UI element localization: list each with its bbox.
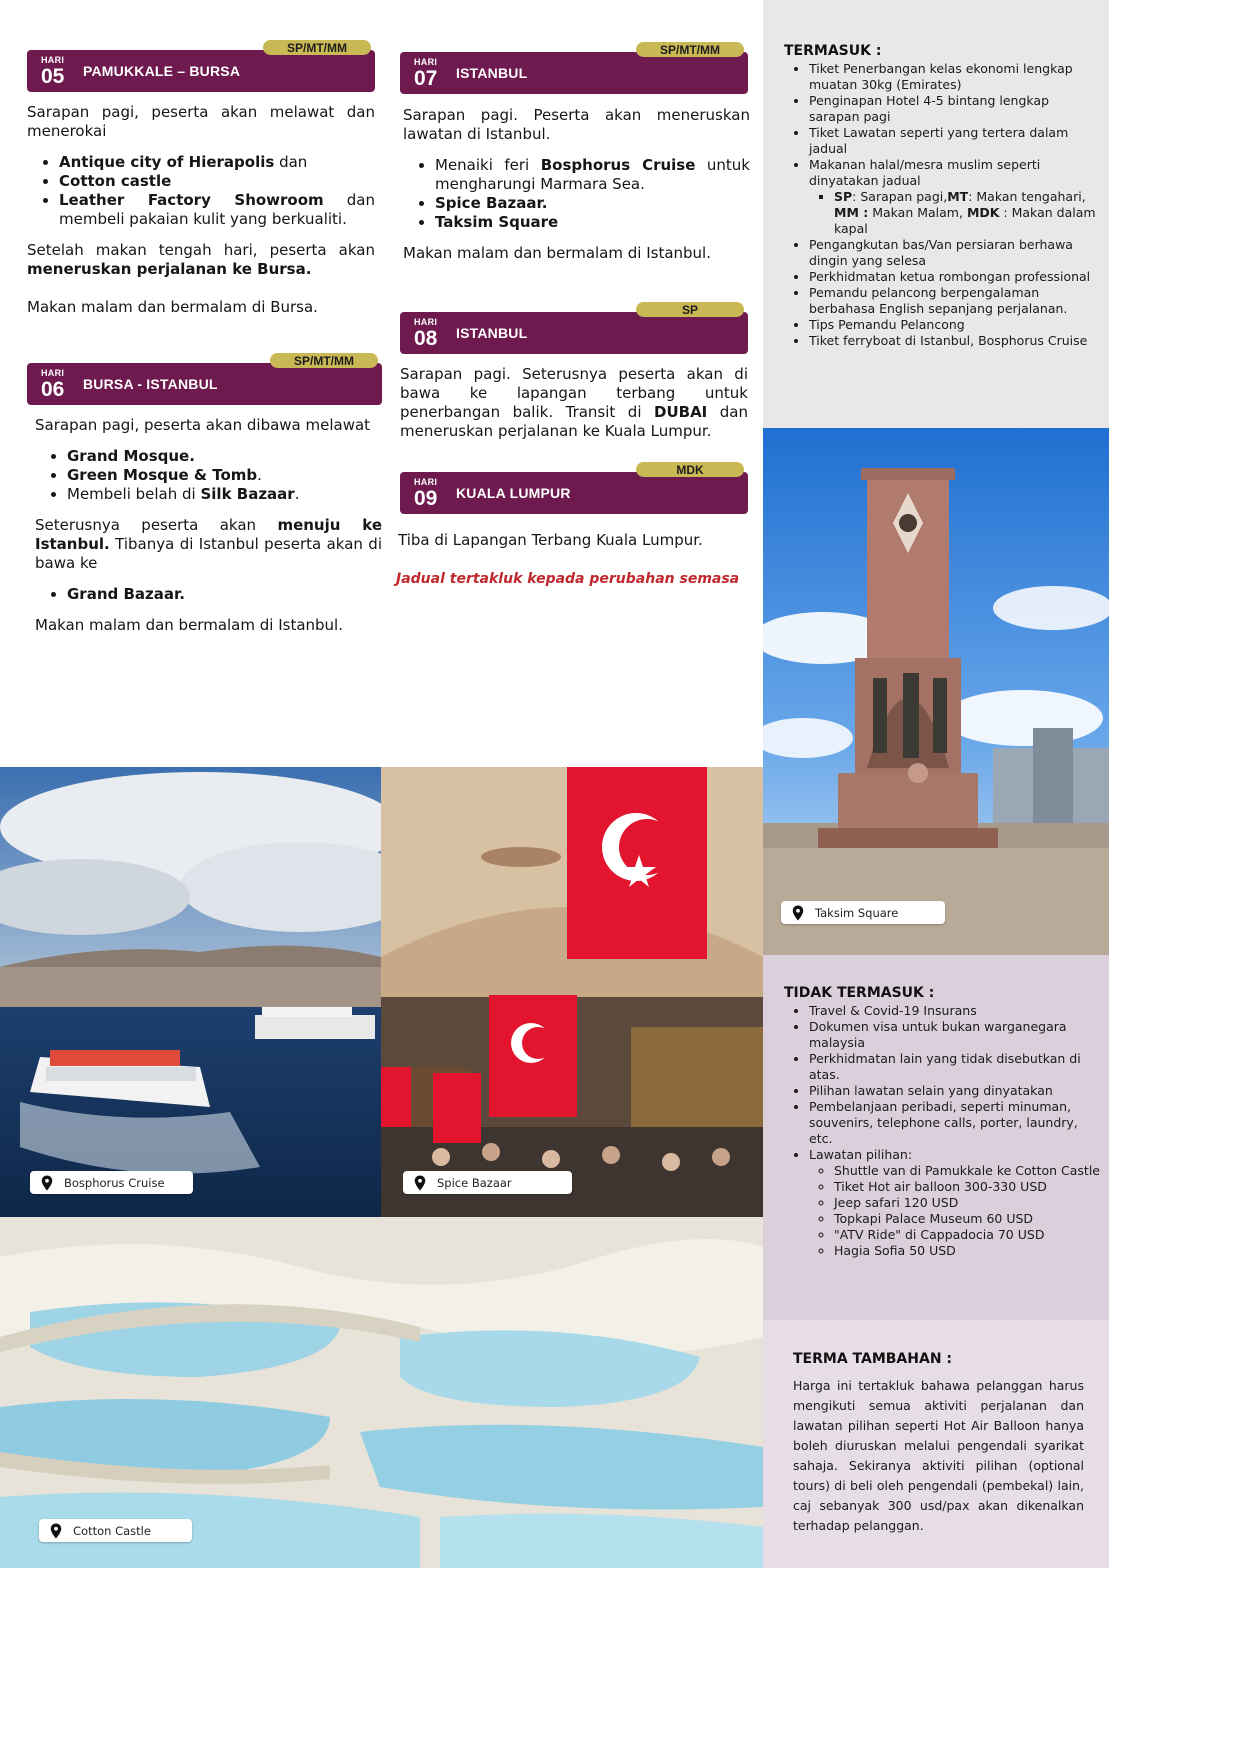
day-07-para-2: Makan malam dan bermalam di Istanbul. [403, 244, 711, 262]
location-pin-icon [47, 1522, 65, 1540]
day-05-header [27, 40, 375, 92]
meal-tag: MDK [636, 462, 744, 477]
bosphorus-cruise-photo [0, 767, 381, 1217]
location-pin-icon [38, 1174, 56, 1192]
spice-bazaar-photo [381, 767, 763, 1217]
day-05-body [27, 103, 375, 317]
list-item: • Perkhidmatan ketua rombongan professional [809, 269, 1102, 285]
list-item: • Lawatan pilihan: ◦ Shuttle van di Pamukkale ke Cotton Castle ◦ Tiket Hot air balloon 300-330 USD ◦ Jeep safari 120 USD ◦ Topkapi Palace Museum 60 USD ◦ "ATV Ride" di Cappadocia 70 USD ◦ Hagia Sofia 50 USD [809, 1147, 1102, 1259]
day-label: HARI [414, 316, 438, 327]
day-06-para-3: Makan malam dan bermalam di Istanbul. [35, 616, 343, 634]
list-item: • Grand Bazaar. [67, 585, 382, 604]
termasuk-list [784, 61, 1102, 349]
day-05-para-3: Makan malam dan bermalam di Bursa. [27, 298, 318, 316]
day-title: BURSA - ISTANBUL [83, 376, 218, 392]
location-label: Bosphorus Cruise [30, 1171, 193, 1194]
list-item: • Cotton castle [59, 172, 375, 191]
list-item: • Taksim Square [435, 213, 750, 232]
list-item: • Makanan halal/mesra muslim seperti dinyatakan jadual ▪ SP: Sarapan pagi,MT: Makan tengahari, MM : Makan Malam, MDK : Makan dalam kapal [809, 157, 1102, 237]
meal-legend [809, 189, 1102, 237]
day-09-header [400, 462, 748, 514]
termasuk-title: TERMASUK : [784, 43, 882, 59]
cotton-castle-photo [0, 1217, 763, 1568]
tidak-termasuk-title: TIDAK TERMASUK : [784, 985, 935, 1001]
taksim-square-photo [763, 428, 1109, 955]
terma-tambahan-text: Harga ini tertakluk bahawa pelanggan harus mengikuti semua aktiviti perjalanan dan lawatan pilihan seperti Hot Air Balloon hanya boleh diuruskan melalui pengendali syarikat sahaja. Sekiranya aktiviti pilihan (optional tours) di beli oleh pengendali (pembekal) lain, caj sebanyak 300 usd/pax akan dikenalkan terhadap pelanggan. [793, 1378, 1084, 1533]
list-item: • Antique city of Hierapolis dan [59, 153, 375, 172]
day-09-body [398, 531, 748, 550]
day-09-para: Tiba di Lapangan Terbang Kuala Lumpur. [398, 531, 703, 549]
day-number: 08 [414, 326, 438, 350]
list-item: • Tiket Lawatan seperti yang tertera dalam jadual [809, 125, 1102, 157]
list-item: • Penginapan Hotel 4-5 bintang lengkap sarapan pagi [809, 93, 1102, 125]
list-item: • Pilihan lawatan selain yang dinyatakan [809, 1083, 1102, 1099]
list-item: ◦ Topkapi Palace Museum 60 USD [834, 1211, 1102, 1227]
day-number: 09 [414, 486, 438, 510]
day-number: 05 [41, 64, 65, 88]
list-item: ◦ Tiket Hot air balloon 300-330 USD [834, 1179, 1102, 1195]
day-06-header [27, 353, 382, 405]
day-07-body [403, 106, 750, 263]
location-pin-icon [411, 1174, 429, 1192]
list-item: ◦ Jeep safari 120 USD [834, 1195, 1102, 1211]
day-05-intro: Sarapan pagi, peserta akan melawat dan menerokai [27, 103, 375, 140]
day-07-intro: Sarapan pagi. Peserta akan meneruskan lawatan di Istanbul. [403, 106, 750, 143]
day-06-para-2: Seterusnya peserta akan menuju ke Istanbul. Tibanya di Istanbul peserta akan di bawa ke [35, 516, 383, 572]
list-item: • Pengangkutan bas/Van persiaran berhawa dingin yang selesa [809, 237, 1102, 269]
list-item: • Green Mosque & Tomb. [67, 466, 382, 485]
list-item: ◦ Shuttle van di Pamukkale ke Cotton Castle [834, 1163, 1102, 1179]
list-item: • Tiket Penerbangan kelas ekonomi lengkap muatan 30kg (Emirates) [809, 61, 1102, 93]
day-06-intro: Sarapan pagi, peserta akan dibawa melawat [35, 416, 371, 434]
day-number: 07 [414, 66, 438, 90]
schedule-notice: Jadual tertakluk kepada perubahan semasa [396, 571, 740, 587]
list-item: • Pemandu pelancong berpengalaman berbahasa English sepanjang perjalanan. [809, 285, 1102, 317]
day-05-para-2: Setelah makan tengah hari, peserta akan meneruskan perjalanan ke Bursa. [27, 241, 375, 278]
location-label: Cotton Castle [39, 1519, 192, 1542]
meal-tag: SP/MT/MM [636, 42, 744, 57]
day-label: HARI [414, 56, 438, 67]
day-06-list [35, 447, 382, 504]
optional-tours-list [809, 1163, 1102, 1259]
meal-tag: SP [636, 302, 744, 317]
day-08-body [400, 365, 748, 441]
list-item: • Perkhidmatan lain yang tidak disebutkan di atas. [809, 1051, 1102, 1083]
tidak-termasuk-list [784, 1003, 1102, 1259]
day-title: PAMUKKALE – BURSA [83, 63, 241, 79]
list-item: ◦ Hagia Sofia 50 USD [834, 1243, 1102, 1259]
day-07-list [403, 156, 750, 232]
list-item: • Dokumen visa untuk bukan warganegara malaysia [809, 1019, 1102, 1051]
list-item: • Tips Pemandu Pelancong [809, 317, 1102, 333]
day-08-header [400, 302, 748, 354]
day-title: ISTANBUL [456, 325, 528, 341]
list-item: • Grand Mosque. [67, 447, 382, 466]
day-title: ISTANBUL [456, 65, 528, 81]
meal-tag: SP/MT/MM [263, 40, 371, 55]
tidak-termasuk-panel [763, 955, 1109, 1320]
list-item: ◦ "ATV Ride" di Cappadocia 70 USD [834, 1227, 1102, 1243]
list-item: • Spice Bazaar. [435, 194, 750, 213]
day-label: HARI [414, 476, 438, 487]
day-number: 06 [41, 377, 65, 401]
day-label: HARI [41, 54, 65, 65]
terma-tambahan-title: TERMA TAMBAHAN : [793, 1351, 953, 1367]
day-07-header [400, 42, 748, 94]
day-08-para: Sarapan pagi. Seterusnya peserta akan di bawa ke lapangan terbang untuk penerbangan balik. Transit di DUBAI dan meneruskan perjalanan ke Kuala Lumpur. [400, 365, 748, 440]
day-title: KUALA LUMPUR [456, 485, 571, 501]
termasuk-panel [763, 0, 1109, 428]
list-item: • Menaiki feri Bosphorus Cruise untuk mengharungi Marmara Sea. [435, 156, 750, 194]
list-item: • Tiket ferryboat di Istanbul, Bosphorus Cruise [809, 333, 1102, 349]
list-item: • Pembelanjaan peribadi, seperti minuman, souvenirs, telephone calls, porter, laundry, etc. [809, 1099, 1102, 1147]
meal-tag: SP/MT/MM [270, 353, 378, 368]
location-pin-icon [789, 904, 807, 922]
location-label: Spice Bazaar [403, 1171, 572, 1194]
list-item: • Leather Factory Showroom dan membeli pakaian kulit yang berkualiti. [59, 191, 375, 229]
day-06-list-2 [35, 585, 382, 604]
day-06-body [35, 416, 382, 635]
day-05-list [27, 153, 375, 229]
location-label: Taksim Square [781, 901, 945, 924]
list-item: • Membeli belah di Silk Bazaar. [67, 485, 382, 504]
list-item: ▪ SP: Sarapan pagi,MT: Makan tengahari, MM : Makan Malam, MDK : Makan dalam kapal [834, 189, 1102, 237]
day-label: HARI [41, 367, 65, 378]
terma-tambahan-panel [763, 1320, 1109, 1568]
list-item: • Travel & Covid-19 Insurans [809, 1003, 1102, 1019]
